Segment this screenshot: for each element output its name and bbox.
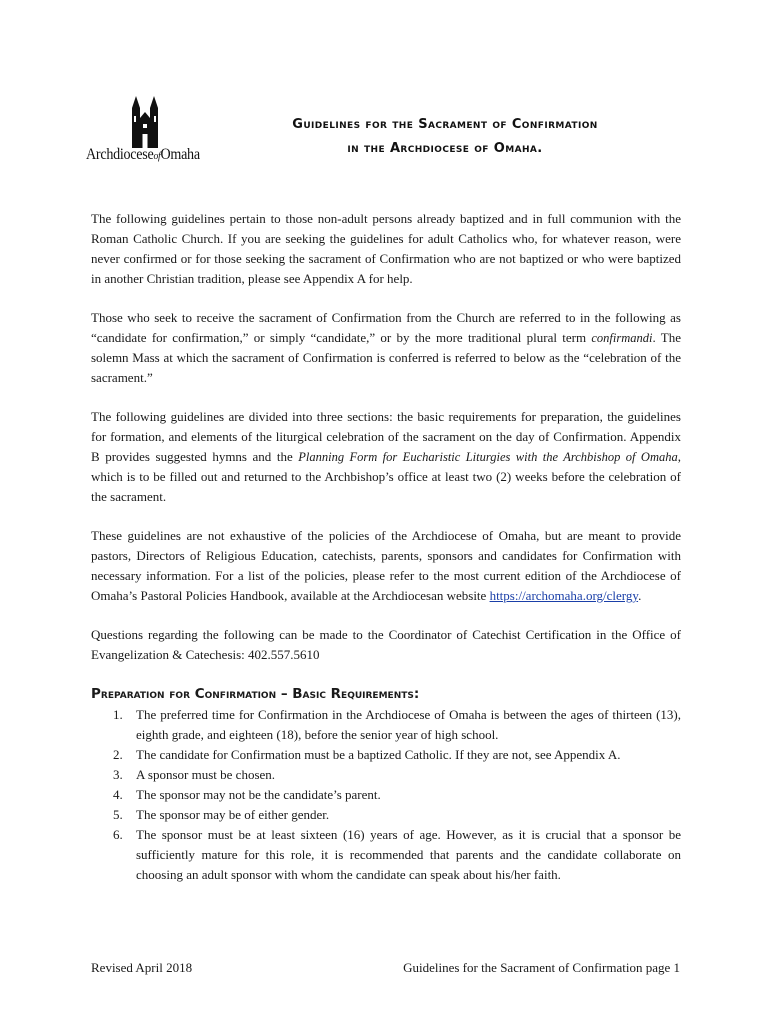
clergy-website-link[interactable]: https://archomaha.org/clergy bbox=[489, 588, 639, 603]
logo-wordmark: ArchdioceseofOmaha bbox=[86, 146, 200, 163]
intro-paragraph: The following guidelines pertain to those non-adult persons already baptized and in full communion with the Roman Catholic Church. If you are seeking the guidelines for adult Catholics who, for whatever reason, were never confirmed or for those seeking the sacrament of Confirmation who are not baptized or who were baptized in another Christian tradition, please see Appendix A for help. bbox=[91, 211, 681, 286]
contact-paragraph: Questions regarding the following can be made to the Coordinator of Catechist Certification in the Office of Evangelization & Catechesis: 402.557.5610 bbox=[91, 627, 681, 662]
requirements-heading: Preparation for Confirmation – Basic Requirements: bbox=[91, 686, 420, 702]
planning-form-title: Planning Form for Eucharistic Liturgies with the Archbishop of Omaha bbox=[298, 450, 678, 464]
cathedral-icon bbox=[130, 96, 160, 148]
document-title-line-1: Guidelines for the Sacrament of Confirmation bbox=[292, 117, 598, 132]
requirements-list bbox=[91, 705, 681, 885]
list-item: 6. The sponsor must be at least sixteen (16) years of age. However, as it is crucial that a sponsor be sufficiently mature for this role, it is recommended that parents and the candidate collaborate on choosing an adult sponsor with whom the candidate can speak about his/her faith. bbox=[113, 827, 681, 882]
policies-paragraph: These guidelines are not exhaustive of the policies of the Archdiocese of Omaha, but are meant to provide pastors, Directors of Religious Education, catechists, parents, sponsors and candidates for Confirmation with necessary information. For a list of the policies, please refer to the most current edition of the Archdiocese of Omaha’s Pastoral Policies Handbook, available at the Archdiocesan website https://archomaha.org/clergy. bbox=[91, 528, 681, 603]
list-item: 5. The sponsor may be of either gender. bbox=[113, 807, 330, 822]
list-item: 2. The candidate for Confirmation must be a baptized Catholic. If they are not, see Appendix A. bbox=[113, 747, 621, 762]
footer-page-label: Guidelines for the Sacrament of Confirmation page 1 bbox=[403, 960, 680, 975]
archdiocese-logo bbox=[86, 96, 216, 170]
footer-revision-date: Revised April 2018 bbox=[91, 960, 193, 975]
list-item: 1. The preferred time for Confirmation in the Archdiocese of Omaha is between the ages of thirteen (13), eighth grade, and eighteen (18), before the senior year of high school. bbox=[113, 707, 681, 742]
list-item: 4. The sponsor may not be the candidate’s parent. bbox=[113, 787, 381, 802]
list-item: 3. A sponsor must be chosen. bbox=[113, 767, 276, 782]
document-body bbox=[91, 209, 681, 885]
confirmandi-term: confirmandi bbox=[591, 331, 653, 345]
document-title-line-2: in the Archdiocese of Omaha. bbox=[347, 141, 543, 156]
sections-paragraph: The following guidelines are divided into three sections: the basic requirements for preparation, the guidelines for formation, and elements of the liturgical celebration of the sacrament on the day of Confirmation. Appendix B provides suggested hymns and the Planning Form for Eucharistic Liturgies with the Archbishop of Omaha, which is to be filled out and returned to the Archbishop’s office at least two (2) weeks before the celebration of the sacrament. bbox=[91, 409, 681, 504]
terminology-paragraph: Those who seek to receive the sacrament of Confirmation from the Church are referred to in the following as “candidate for confirmation,” or simply “candidate,” or by the more traditional plural term confirmandi. The solemn Mass at which the sacrament of Confirmation is conferred is referred to below as the “celebration of the sacrament.” bbox=[91, 310, 681, 385]
